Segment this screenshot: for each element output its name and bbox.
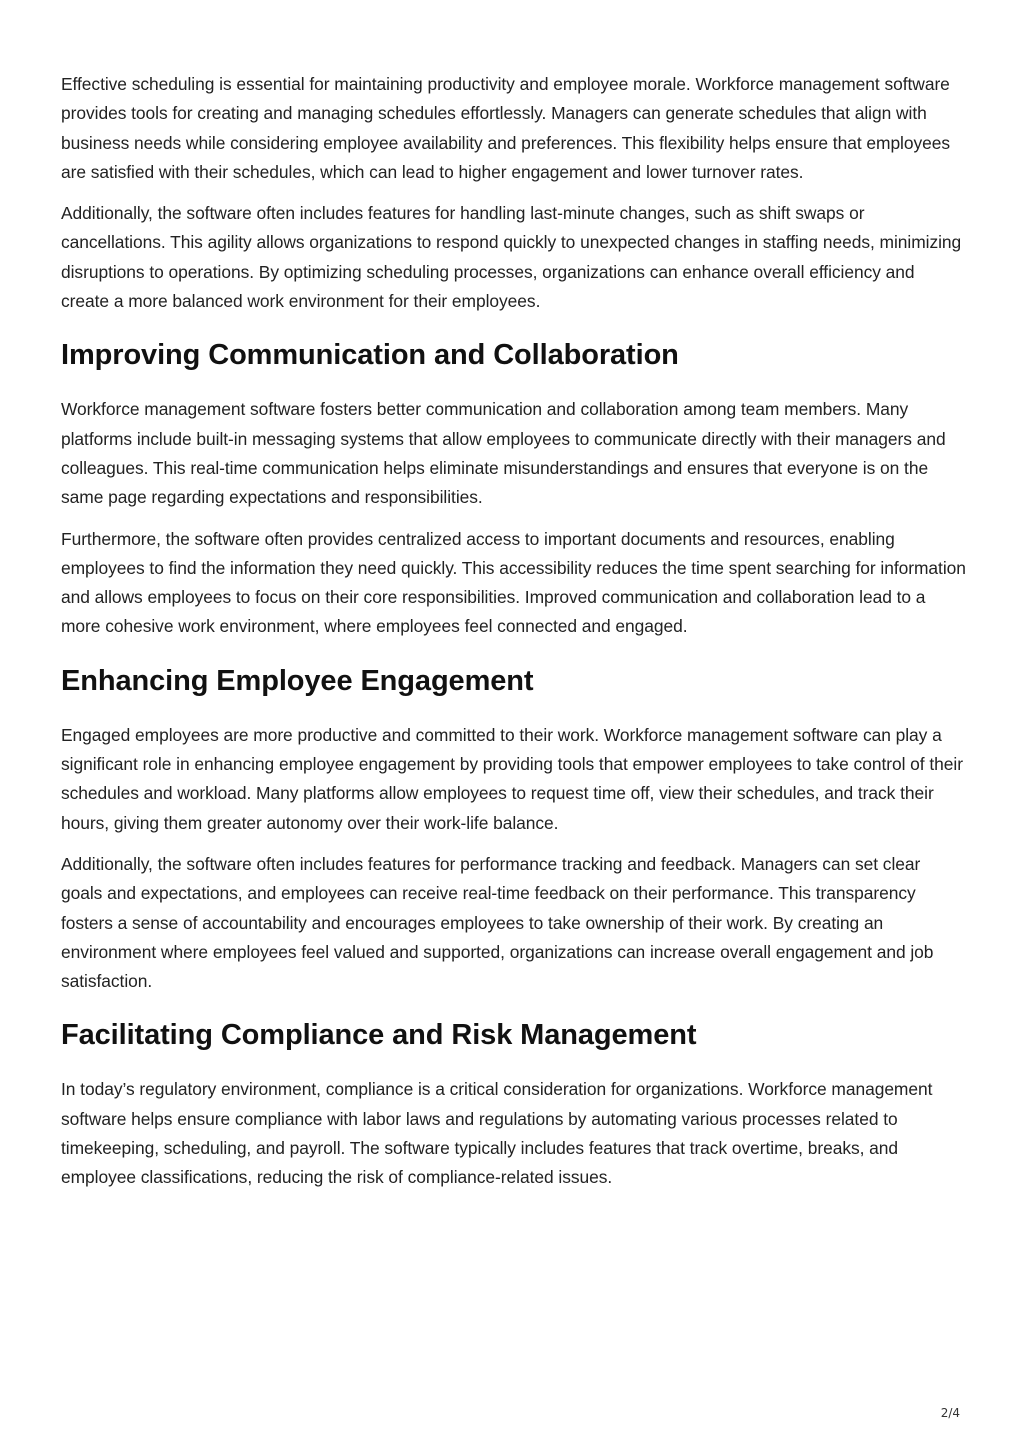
intro-paragraph-1: Effective scheduling is essential for maintaining productivity and employee morale. Workforce management software provides tools for creating and managing schedules effortlessly. Managers can generate schedules that align with business needs while considering employee availability and preferences. This flexibility helps ensure that employees are satisfied with their schedules, which can lead to higher engagement and lower turnover rates. [61, 74, 951, 182]
intro-paragraph-2: Additionally, the software often includes features for handling last-minute changes, such as shift swaps or cancellations. This agility allows organizations to respond quickly to unexpected changes in staffing needs, minimizing disruptions to operations. By optimizing scheduling processes, organizations can enhance overall efficiency and create a more balanced work environment for their employees. [61, 203, 962, 312]
communication-paragraph-2: Furthermore, the software often provides centralized access to important documents and resources, enabling employees to find the information they need quickly. This accessibility reduces the time spent searching for information and allows employees to focus on their core responsibilities. Improved communication and collaboration lead to a more cohesive work environment, where employees feel connected and engaged. [61, 528, 966, 637]
section-heading-engagement: Enhancing Employee Engagement [61, 664, 534, 697]
document-page [61, 70, 966, 1205]
section-heading-compliance: Facilitating Compliance and Risk Management [61, 1019, 697, 1052]
communication-paragraph-1: Workforce management software fosters better communication and collaboration among team members. Many platforms include built-in messaging systems that allow employees to communicate directly with their managers and colleagues. This real-time communication helps eliminate misunderstandings and ensures that everyone is on the same page regarding expectations and responsibilities. [61, 399, 946, 508]
engagement-paragraph-1: Engaged employees are more productive and committed to their work. Workforce management software can play a significant role in enhancing employee engagement by providing tools that empower employees to take control of their schedules and workload. Many platforms allow employees to request time off, view their schedules, and track their hours, giving them greater autonomy over their work-life balance. [61, 724, 963, 833]
section-heading-communication: Improving Communication and Collaboration [61, 339, 679, 372]
compliance-paragraph-1: In today’s regulatory environment, compliance is a critical consideration for organizations. Workforce management software helps ensure compliance with labor laws and regulations by automating various processes related to timekeeping, scheduling, and payroll. The software typically includes features that track overtime, breaks, and employee classifications, reducing the risk of compliance-related issues. [61, 1079, 933, 1188]
engagement-paragraph-2: Additionally, the software often includes features for performance tracking and feedback. Managers can set clear goals and expectations, and employees can receive real-time feedback on their performance. This transparency fosters a sense of accountability and encourages employees to take ownership of their work. By creating an environment where employees feel valued and supported, organizations can increase overall engagement and job satisfaction. [61, 853, 934, 992]
page-number: 2/4 [940, 1406, 960, 1420]
